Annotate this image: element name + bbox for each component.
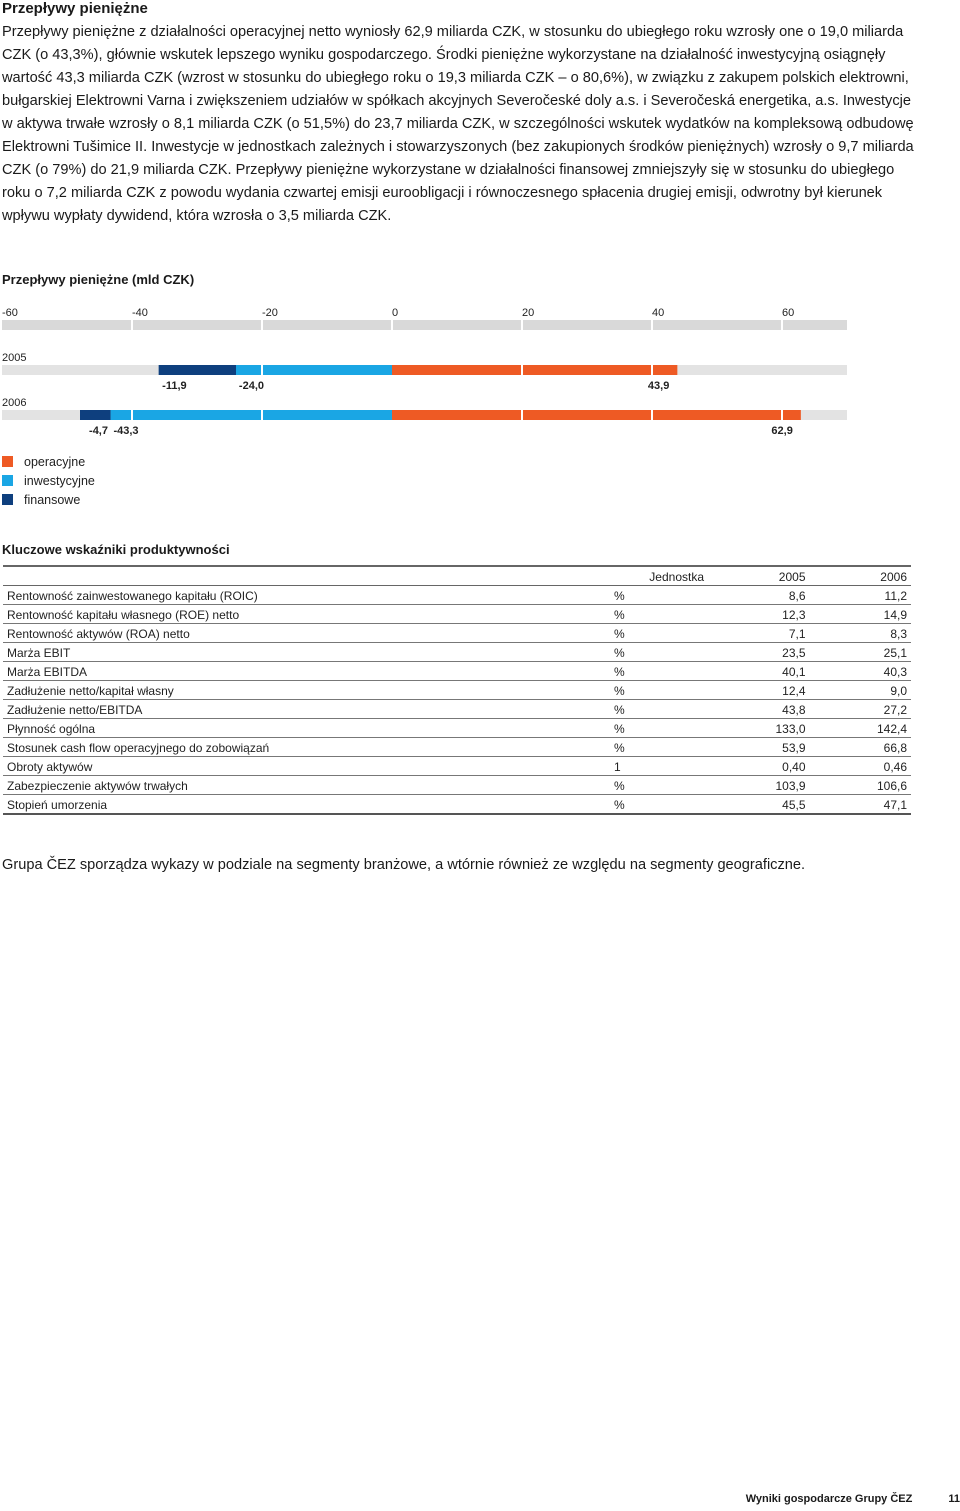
segment-separator	[781, 410, 783, 420]
bar-operacyjne-2006	[392, 410, 801, 420]
chart-legend	[2, 452, 95, 509]
tick-label: 60	[782, 307, 795, 319]
kpi-value-2006: 66,8	[810, 738, 912, 757]
segment-separator	[261, 410, 263, 420]
data-label-operacyjne-2005: 43,9	[647, 380, 670, 392]
legend-label-finansowe: finansowe	[24, 492, 81, 507]
kpi-unit: %	[551, 700, 708, 719]
axis-track	[2, 320, 847, 330]
table-row	[3, 605, 911, 624]
kpi-value-2005: 23,5	[708, 643, 810, 662]
segment-separator	[131, 410, 133, 420]
kpi-value-2006: 47,1	[810, 795, 912, 815]
kpi-unit: %	[551, 776, 708, 795]
bar-inwestycyjne-2006	[111, 410, 392, 420]
segment-separator	[261, 365, 263, 375]
category-label-2006: 2006	[2, 397, 27, 409]
kpi-header-row	[3, 566, 911, 586]
kpi-indicator: Marża EBITDA	[3, 662, 551, 681]
kpi-value-2006: 25,1	[810, 643, 912, 662]
kpi-unit: %	[551, 624, 708, 643]
legend-label-operacyjne: operacyjne	[24, 454, 86, 469]
kpi-value-2005: 7,1	[708, 624, 810, 643]
kpi-value-2005: 8,6	[708, 586, 810, 605]
kpi-indicator: Zadłużenie netto/EBITDA	[3, 700, 551, 719]
kpi-unit: %	[551, 795, 708, 815]
tick-separator	[391, 320, 393, 330]
kpi-value-2006: 142,4	[810, 719, 912, 738]
bar-operacyjne-2005	[392, 365, 677, 375]
footer-label: Wyniki gospodarcze Grupy ČEZ	[745, 1493, 913, 1505]
legend-swatch-operacyjne	[2, 456, 13, 467]
kpi-value-2005: 12,3	[708, 605, 810, 624]
segment-separator	[651, 410, 653, 420]
table-row	[3, 795, 911, 815]
tick-label: 0	[392, 307, 399, 319]
chart-title: Przepływy pieniężne (mld CZK)	[2, 272, 195, 287]
kpi-value-2005: 40,1	[708, 662, 810, 681]
section-heading: Przepływy pieniężne	[2, 0, 148, 17]
tick-separator	[521, 320, 523, 330]
legend-swatch-inwestycyjne	[2, 475, 13, 486]
kpi-value-2005: 133,0	[708, 719, 810, 738]
legend-item-finansowe	[2, 490, 95, 509]
table-row	[3, 719, 911, 738]
data-label-inwestycyjne-2006: -43,3	[113, 425, 139, 436]
kpi-indicator: Marża EBIT	[3, 643, 551, 662]
legend-swatch-finansowe	[2, 494, 13, 505]
tick-separator	[131, 320, 133, 330]
segment-separator	[521, 410, 523, 420]
kpi-unit: %	[551, 681, 708, 700]
table-row	[3, 757, 911, 776]
kpi-indicator: Obroty aktywów	[3, 757, 551, 776]
kpi-unit: %	[551, 586, 708, 605]
page-number: 11	[948, 1493, 960, 1505]
tick-label: -40	[132, 307, 148, 319]
kpi-indicator: Zadłużenie netto/kapitał własny	[3, 681, 551, 700]
page-footer	[746, 1493, 960, 1505]
kpi-value-2005: 43,8	[708, 700, 810, 719]
kpi-header-unit: Jednostka	[551, 566, 708, 586]
kpi-value-2005: 103,9	[708, 776, 810, 795]
kpi-indicator: Zabezpieczenie aktywów trwałych	[3, 776, 551, 795]
kpi-value-2006: 40,3	[810, 662, 912, 681]
kpi-header-indicator	[3, 566, 551, 586]
table-row	[3, 586, 911, 605]
legend-label-inwestycyjne: inwestycyjne	[24, 473, 95, 488]
data-label-inwestycyjne-2005: -24,0	[238, 380, 264, 392]
tick-label: -20	[262, 307, 278, 319]
table-row	[3, 624, 911, 643]
kpi-value-2006: 8,3	[810, 624, 912, 643]
kpi-value-2005: 0,40	[708, 757, 810, 776]
bar-finansowe-2006	[80, 410, 111, 420]
kpi-value-2006: 106,6	[810, 776, 912, 795]
kpi-table	[3, 565, 911, 815]
kpi-header-2006: 2006	[810, 566, 912, 586]
data-label-finansowe-2006: -4,7	[89, 425, 108, 436]
kpi-indicator: Rentowność aktywów (ROA) netto	[3, 624, 551, 643]
segment-separator	[651, 365, 653, 375]
kpi-title: Kluczowe wskaźniki produktywności	[2, 542, 230, 557]
data-label-operacyjne-2006: 62,9	[771, 425, 793, 436]
kpi-value-2006: 27,2	[810, 700, 912, 719]
tick-label: -60	[2, 307, 18, 319]
bar-inwestycyjne-2005	[236, 365, 392, 375]
data-label-finansowe-2005: -11,9	[162, 380, 187, 392]
kpi-value-2006: 9,0	[810, 681, 912, 700]
closing-paragraph: Grupa ČEZ sporządza wykazy w podziale na segmenty branżowe, a wtórnie również ze względu na segmenty geograficzne.	[2, 857, 806, 873]
tick-label: 40	[652, 307, 665, 319]
kpi-value-2006: 0,46	[810, 757, 912, 776]
kpi-unit: %	[551, 643, 708, 662]
table-row	[3, 776, 911, 795]
segment-separator	[521, 365, 523, 375]
legend-item-inwestycyjne	[2, 471, 95, 490]
kpi-value-2006: 11,2	[810, 586, 912, 605]
kpi-value-2005: 53,9	[708, 738, 810, 757]
kpi-unit: %	[551, 662, 708, 681]
kpi-indicator: Rentowność kapitału własnego (ROE) netto	[3, 605, 551, 624]
table-row	[3, 700, 911, 719]
category-label-2005: 2005	[2, 352, 27, 364]
kpi-value-2006: 14,9	[810, 605, 912, 624]
tick-label: 20	[522, 307, 535, 319]
kpi-unit: %	[551, 738, 708, 757]
kpi-value-2005: 45,5	[708, 795, 810, 815]
tick-separator	[781, 320, 783, 330]
bar-finansowe-2005	[159, 365, 236, 375]
tick-separator	[261, 320, 263, 330]
kpi-unit: %	[551, 605, 708, 624]
tick-separator	[651, 320, 653, 330]
kpi-indicator: Stosunek cash flow operacyjnego do zobowiązań	[3, 738, 551, 757]
intro-paragraph: Przepływy pieniężne z działalności operacyjnej netto wyniosły 62,9 miliarda CZK, w stosunku do ubiegłego roku wzrosły one o 19,0 miliarda CZK (o 43,3%), głównie wskutek lepszego wyniku gospodarczego. Środki pieniężne wykorzystane na działalność inwestycyjną osiągnęły wartość 43,3 miliarda CZK (wzrost w stosunku do ubiegłego roku o 19,3 miliarda CZK – o 80,6%), w związku z zakupem polskich elektrowni, bułgarskiej Elektrowni Varna i zwiększeniem udziałów w spółkach akcyjnych Severočeské doly a.s. i Severočeská energetika, a.s. Inwestycje w aktywa trwałe wzrosły o 8,1 miliarda CZK (o 51,5%) do 23,7 miliarda CZK, w szczególności wskutek wydatków na kompleksową odbudowę Elektrowni Tušimice II. Inwestycje w jednostkach zależnych i stowarzyszonych (bez zakupionych środków pieniężnych) wzrosły o 9,7 miliarda CZK (o 79%) do 21,9 miliarda CZK. Przepływy pieniężne wykorzystane w działalności finansowej zmniejszyły się w stosunku do ubiegłego roku o 7,2 miliarda CZK z powodu wydania czwartej emisji euroobligacji i równoczesnego spłacenia drugiej emisji, odwrotny był kierunek wpływu wypłaty dywidend, która wzrosła o 3,5 miliarda CZK.	[2, 24, 914, 224]
legend-item-operacyjne	[2, 452, 95, 471]
table-row	[3, 643, 911, 662]
kpi-indicator: Stopień umorzenia	[3, 795, 551, 815]
table-row	[3, 681, 911, 700]
table-row	[3, 738, 911, 757]
kpi-value-2005: 12,4	[708, 681, 810, 700]
kpi-indicator: Płynność ogólna	[3, 719, 551, 738]
kpi-unit: 1	[551, 757, 708, 776]
kpi-header-2005: 2005	[708, 566, 810, 586]
kpi-unit: %	[551, 719, 708, 738]
cash-flow-chart	[0, 296, 960, 436]
table-row	[3, 662, 911, 681]
kpi-indicator: Rentowność zainwestowanego kapitału (ROIC)	[3, 586, 551, 605]
